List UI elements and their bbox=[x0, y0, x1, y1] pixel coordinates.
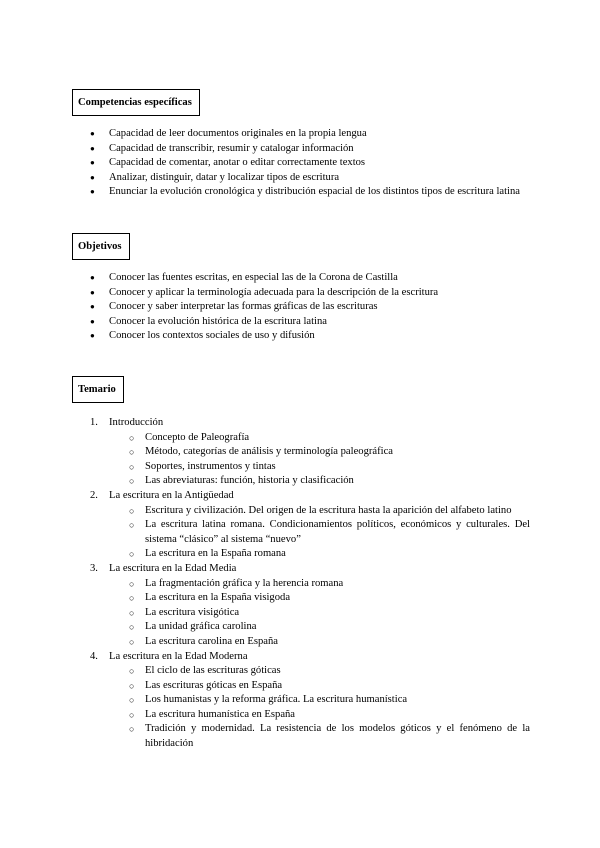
sub-item: ○ Escritura y civilización. Del origen de la escritura hasta la aparición del alfabeto latino bbox=[109, 504, 530, 519]
unit-sublist bbox=[109, 504, 530, 562]
sub-item: ○ La escritura en la España visigoda bbox=[109, 591, 530, 606]
temario-unit bbox=[90, 416, 530, 489]
sub-item: ○ Las abreviaturas: función, historia y clasificación bbox=[109, 474, 530, 489]
unit-title: La escritura en la Antigüedad bbox=[109, 489, 234, 501]
objetivos-heading: Objetivos bbox=[72, 233, 130, 260]
list-item: ● Conocer la evolución histórica de la escritura latina bbox=[90, 315, 530, 330]
objetivos-list bbox=[90, 271, 530, 344]
unit-title: La escritura en la Edad Media bbox=[109, 562, 237, 574]
sub-item: ○ La escritura carolina en España bbox=[109, 635, 530, 650]
sub-item: ○ Soportes, instrumentos y tintas bbox=[109, 460, 530, 475]
temario-unit bbox=[90, 562, 530, 650]
sub-item: ○ La unidad gráfica carolina bbox=[109, 620, 530, 635]
list-item: ● Conocer las fuentes escritas, en especial las de la Corona de Castilla bbox=[90, 271, 530, 286]
unit-sublist bbox=[109, 577, 530, 650]
sub-item: ○ Los humanistas y la reforma gráfica. La escritura humanística bbox=[109, 693, 530, 708]
sub-item: ○ Concepto de Paleografía bbox=[109, 431, 530, 446]
list-item: ● Analizar, distinguir, datar y localizar tipos de escritura bbox=[90, 171, 530, 186]
sub-item: ○ La escritura latina romana. Condicionamientos políticos, económicos y culturales. Del sistema “clásico” al sistema “nuevo” bbox=[109, 518, 530, 547]
sub-item: ○ El ciclo de las escrituras góticas bbox=[109, 664, 530, 679]
unit-number: 1. bbox=[90, 417, 98, 428]
unit-sublist bbox=[109, 431, 530, 489]
unit-title: La escritura en la Edad Moderna bbox=[109, 650, 248, 662]
unit-title: Introducción bbox=[109, 417, 164, 428]
unit-number: 3. bbox=[90, 562, 98, 574]
list-item: ● Capacidad de leer documentos originales en la propia lengua bbox=[90, 127, 530, 142]
sub-item: ○ La escritura en la España romana bbox=[109, 547, 530, 562]
sub-item: ○ La escritura visigótica bbox=[109, 606, 530, 621]
competencias-heading: Competencias específicas bbox=[72, 89, 200, 116]
sub-item: ○ La fragmentación gráfica y la herencia romana bbox=[109, 577, 530, 592]
unit-number: 2. bbox=[90, 489, 98, 501]
temario-heading: Temario bbox=[72, 376, 124, 403]
unit-sublist bbox=[109, 664, 530, 752]
list-item: ● Capacidad de transcribir, resumir y catalogar información bbox=[90, 142, 530, 157]
sub-item: ○ Método, categorías de análisis y terminología paleográfica bbox=[109, 445, 530, 460]
list-item: ● Enunciar la evolución cronológica y distribución espacial de los distintos tipos de escritura latina bbox=[90, 185, 530, 200]
temario-list bbox=[90, 416, 530, 752]
sub-item: ○ Las escrituras góticas en España bbox=[109, 679, 530, 694]
list-item: ● Conocer y saber interpretar las formas gráficas de las escrituras bbox=[90, 300, 530, 315]
unit-number: 4. bbox=[90, 650, 98, 662]
list-item: ● Conocer y aplicar la terminología adecuada para la descripción de la escritura bbox=[90, 286, 530, 301]
sub-item: ○ La escritura humanística en España bbox=[109, 708, 530, 723]
temario-unit bbox=[90, 650, 530, 752]
list-item: ● Capacidad de comentar, anotar o editar correctamente textos bbox=[90, 156, 530, 171]
temario-unit bbox=[90, 489, 530, 562]
competencias-list bbox=[90, 127, 530, 200]
list-item: ● Conocer los contextos sociales de uso y difusión bbox=[90, 329, 530, 344]
sub-item: ○ Tradición y modernidad. La resistencia de los modelos góticos y el fenómeno de la hibridación bbox=[109, 722, 530, 751]
